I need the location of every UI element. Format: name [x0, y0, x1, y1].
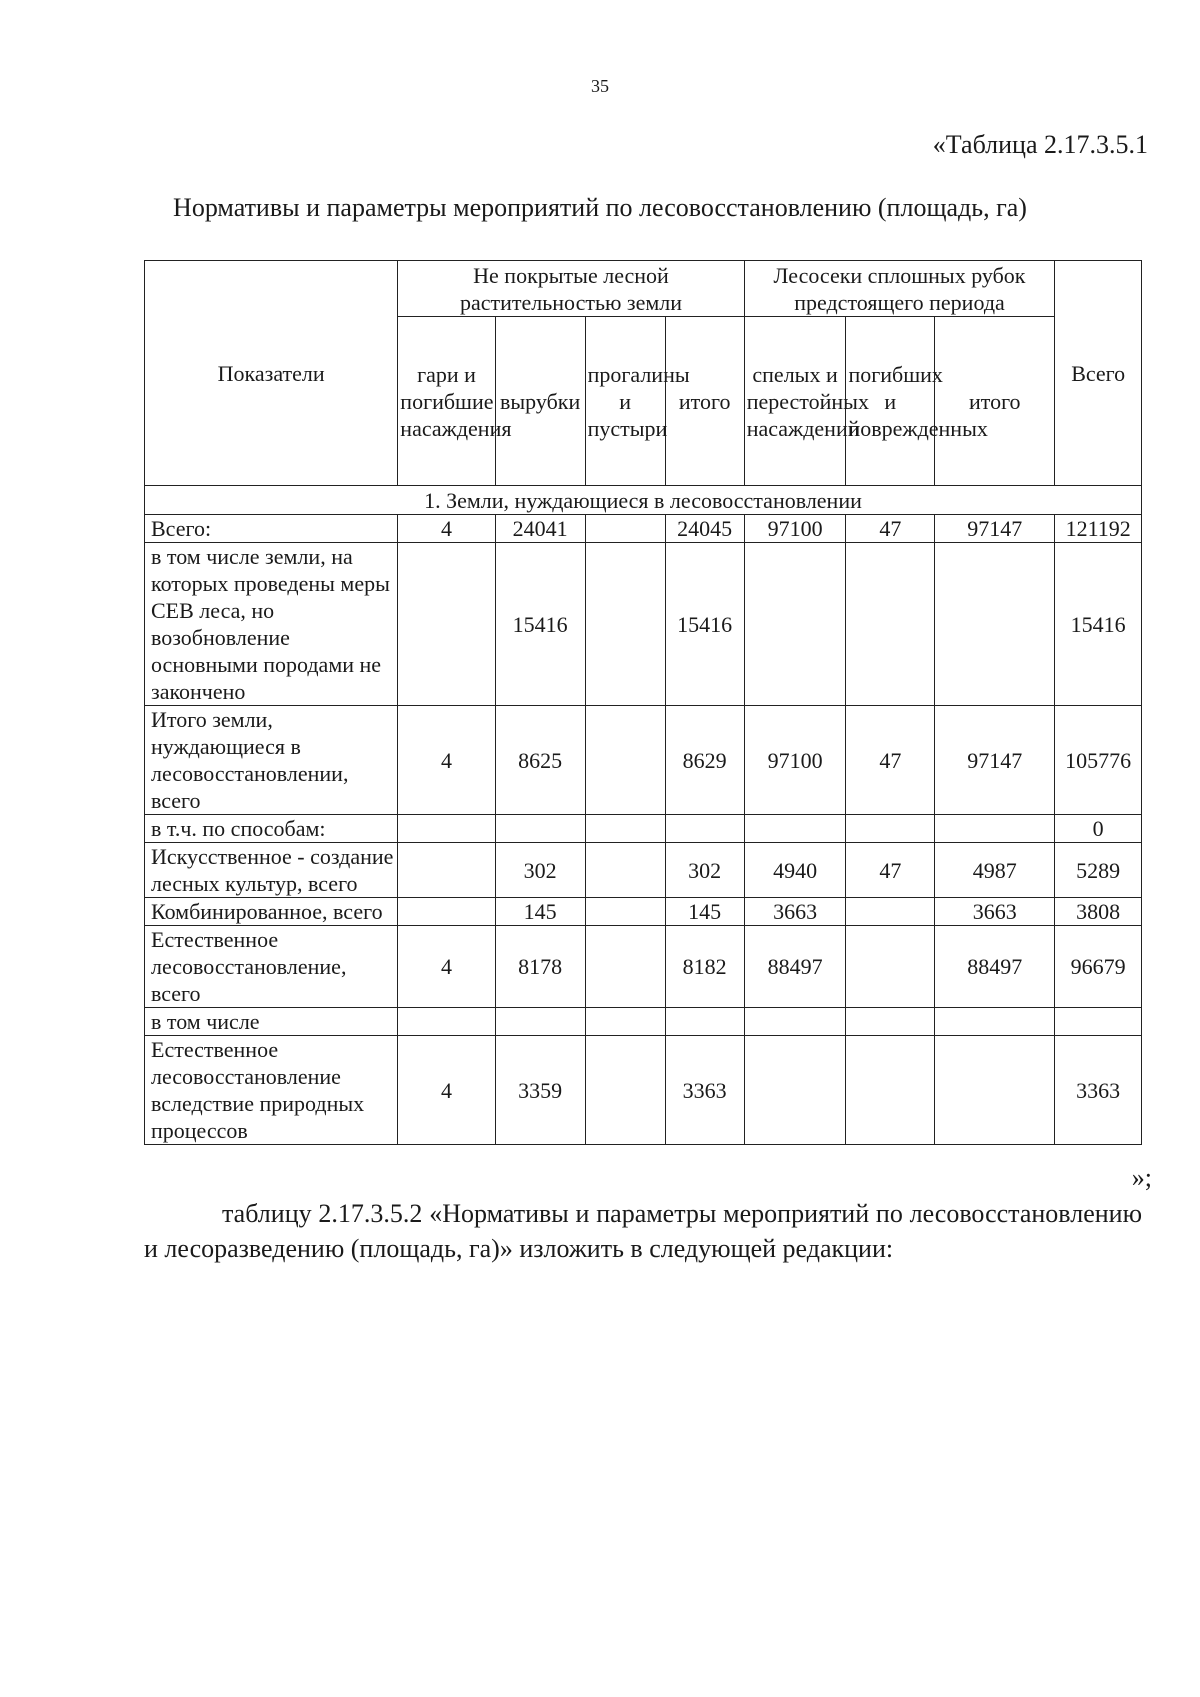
- value-cell: [846, 926, 935, 1008]
- section-row: [145, 486, 1142, 515]
- value-cell: 145: [665, 898, 744, 926]
- closing-quote: »;: [1131, 1163, 1152, 1192]
- value-cell: [585, 543, 665, 706]
- table-row: [145, 1008, 1142, 1036]
- table-row: [145, 543, 1142, 706]
- value-cell: 8178: [495, 926, 585, 1008]
- value-cell: 97100: [744, 706, 846, 815]
- value-cell: [846, 1008, 935, 1036]
- table-row: [145, 815, 1142, 843]
- value-cell: 121192: [1055, 515, 1142, 543]
- value-cell: [935, 815, 1055, 843]
- value-cell: 96679: [1055, 926, 1142, 1008]
- body-paragraph: таблицу 2.17.3.5.2 «Нормативы и параметры мероприятий по лесовосстановлению и лесоразведению (площадь, га)» изложить в следующей редакции:: [144, 1199, 1142, 1263]
- value-cell: [846, 543, 935, 706]
- header-group-not-covered: Не покрытые лесной растительностью земли: [398, 261, 744, 317]
- header-sub-cell: погибших и поврежденных: [846, 317, 935, 486]
- value-cell: 47: [846, 515, 935, 543]
- header-sub-cell: итого: [935, 317, 1055, 486]
- value-cell: 4987: [935, 843, 1055, 898]
- value-cell: 302: [665, 843, 744, 898]
- table-row: [145, 706, 1142, 815]
- value-cell: 3363: [665, 1036, 744, 1145]
- value-cell: [935, 543, 1055, 706]
- value-cell: [398, 1008, 495, 1036]
- value-cell: 3359: [495, 1036, 585, 1145]
- value-cell: [744, 543, 846, 706]
- value-cell: 97147: [935, 706, 1055, 815]
- value-cell: 4: [398, 706, 495, 815]
- table-body: [145, 515, 1142, 1145]
- header-sub-cell: итого: [665, 317, 744, 486]
- value-cell: 4: [398, 515, 495, 543]
- header-sub-cell: вырубки: [495, 317, 585, 486]
- value-cell: [398, 543, 495, 706]
- row-label: в том числе: [145, 1008, 398, 1036]
- header-group-row: [145, 261, 1142, 317]
- value-cell: 47: [846, 843, 935, 898]
- value-cell: [585, 706, 665, 815]
- value-cell: [585, 515, 665, 543]
- table-row: [145, 515, 1142, 543]
- row-label: Комбинированное, всего: [145, 898, 398, 926]
- header-group-clearcut: Лесосеки сплошных рубок предстоящего периода: [744, 261, 1055, 317]
- value-cell: [398, 843, 495, 898]
- value-cell: 47: [846, 706, 935, 815]
- value-cell: [846, 815, 935, 843]
- value-cell: [935, 1036, 1055, 1145]
- value-cell: [585, 1008, 665, 1036]
- header-sub-cell: гари и погибшие насаждения: [398, 317, 495, 486]
- value-cell: 3363: [1055, 1036, 1142, 1145]
- table-title: Нормативы и параметры мероприятий по лесовосстановлению (площадь, га): [173, 193, 1027, 222]
- value-cell: 88497: [935, 926, 1055, 1008]
- row-label: Итого земли, нуждающиеся в лесовосстановлении, всего: [145, 706, 398, 815]
- value-cell: [585, 898, 665, 926]
- value-cell: 8625: [495, 706, 585, 815]
- value-cell: 97147: [935, 515, 1055, 543]
- value-cell: 15416: [495, 543, 585, 706]
- value-cell: [935, 1008, 1055, 1036]
- value-cell: [665, 815, 744, 843]
- header-total: Всего: [1055, 261, 1142, 486]
- value-cell: [585, 926, 665, 1008]
- value-cell: [398, 815, 495, 843]
- table-row: [145, 898, 1142, 926]
- value-cell: 15416: [665, 543, 744, 706]
- value-cell: [744, 1036, 846, 1145]
- value-cell: 3663: [744, 898, 846, 926]
- forest-restoration-table: [144, 260, 1142, 1145]
- value-cell: 5289: [1055, 843, 1142, 898]
- value-cell: [495, 1008, 585, 1036]
- table-row: [145, 843, 1142, 898]
- value-cell: 3663: [935, 898, 1055, 926]
- value-cell: 0: [1055, 815, 1142, 843]
- row-label: Естественное лесовосстановление вследствие природных процессов: [145, 1036, 398, 1145]
- row-label: в т.ч. по способам:: [145, 815, 398, 843]
- value-cell: 3808: [1055, 898, 1142, 926]
- header-sub-cell: прогалины и пустыри: [585, 317, 665, 486]
- value-cell: 105776: [1055, 706, 1142, 815]
- value-cell: 4: [398, 1036, 495, 1145]
- value-cell: [744, 815, 846, 843]
- row-label: Искусственное - создание лесных культур, всего: [145, 843, 398, 898]
- table-row: [145, 926, 1142, 1008]
- value-cell: 97100: [744, 515, 846, 543]
- value-cell: 24041: [495, 515, 585, 543]
- row-label: в том числе земли, на которых проведены меры СЕВ леса, но возобновление основными породами не закончено: [145, 543, 398, 706]
- value-cell: 8182: [665, 926, 744, 1008]
- value-cell: 24045: [665, 515, 744, 543]
- value-cell: 4940: [744, 843, 846, 898]
- value-cell: [846, 1036, 935, 1145]
- value-cell: [846, 898, 935, 926]
- value-cell: 15416: [1055, 543, 1142, 706]
- value-cell: 4: [398, 926, 495, 1008]
- row-label: Всего:: [145, 515, 398, 543]
- table-row: [145, 1036, 1142, 1145]
- page-number: 35: [591, 76, 609, 96]
- section-title: 1. Земли, нуждающиеся в лесовосстановлении: [145, 486, 1142, 515]
- table-reference: «Таблица 2.17.3.5.1: [932, 130, 1148, 159]
- value-cell: 8629: [665, 706, 744, 815]
- value-cell: [1055, 1008, 1142, 1036]
- row-label: Естественное лесовосстановление, всего: [145, 926, 398, 1008]
- value-cell: [585, 843, 665, 898]
- header-sub-cell: спелых и перестойных насаждений: [744, 317, 846, 486]
- value-cell: [665, 1008, 744, 1036]
- header-indicators: Показатели: [145, 261, 398, 486]
- value-cell: [495, 815, 585, 843]
- value-cell: 88497: [744, 926, 846, 1008]
- value-cell: [398, 898, 495, 926]
- value-cell: [585, 1036, 665, 1145]
- value-cell: [585, 815, 665, 843]
- value-cell: [744, 1008, 846, 1036]
- value-cell: 302: [495, 843, 585, 898]
- value-cell: 145: [495, 898, 585, 926]
